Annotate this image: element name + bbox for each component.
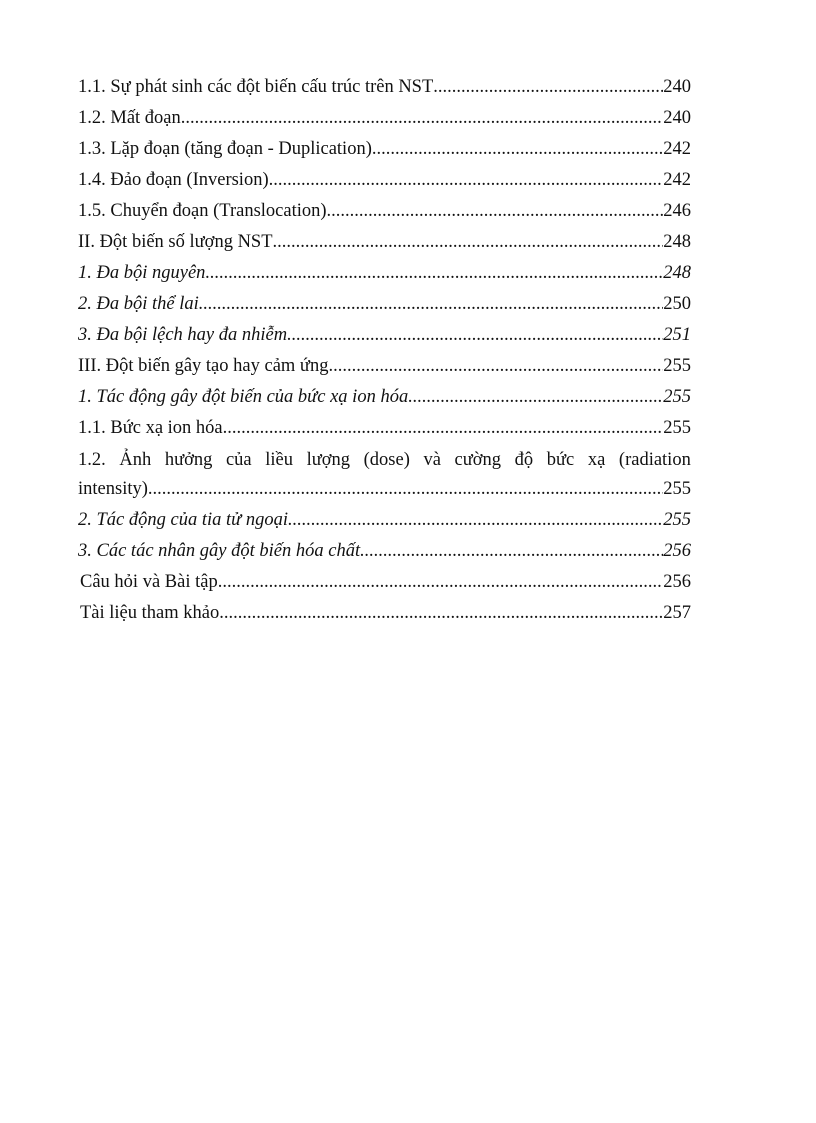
toc-word: và (423, 450, 441, 470)
toc-entry-title: 1.5. Chuyển đoạn (Translocation) (78, 201, 327, 221)
toc-dot-leader (288, 505, 663, 536)
toc-entry[interactable] (78, 351, 691, 382)
toc-dot-leader (205, 258, 663, 289)
toc-entry-title: 1.1. Sự phát sinh các đột biến cấu trúc trên NST (78, 77, 434, 97)
toc-entry-title: 1.3. Lặp đoạn (tăng đoạn - Duplication) (78, 139, 372, 159)
toc-word: lượng (306, 450, 351, 470)
toc-page-number: 242 (663, 139, 691, 159)
toc-entry[interactable] (78, 320, 691, 351)
toc-page-number: 256 (663, 541, 691, 561)
toc-entry[interactable] (78, 134, 691, 165)
toc-entry-title: 2. Đa bội thể lai (78, 294, 199, 314)
toc-word: xạ (587, 450, 606, 470)
toc-word: bức (546, 450, 575, 470)
toc-page-number: 242 (663, 170, 691, 190)
toc-entry[interactable] (78, 382, 691, 413)
toc-entry[interactable] (78, 165, 691, 196)
toc-dot-leader (181, 103, 663, 134)
toc-page-number: 240 (663, 77, 691, 97)
toc-page-number: 240 (663, 108, 691, 128)
toc-entry[interactable] (78, 196, 691, 227)
toc-entry-title: 3. Các tác nhân gây đột biến hóa chất (78, 541, 361, 561)
toc-dot-leader (433, 72, 663, 103)
toc-page-number: 255 (663, 387, 691, 407)
toc-dot-leader (219, 598, 663, 629)
toc-dot-leader (372, 134, 663, 165)
toc-entry[interactable] (78, 258, 691, 289)
toc-entry-title: Câu hỏi và Bài tập (80, 572, 218, 592)
toc-entry-title: intensity) (78, 479, 148, 499)
toc-word: độ (514, 450, 534, 470)
toc-entry[interactable] (78, 413, 691, 444)
toc-word: (dose) (363, 450, 410, 470)
toc-entry-title: 3. Đa bội lệch hay đa nhiễm (78, 325, 288, 345)
toc-dot-leader (218, 567, 664, 598)
toc-dot-leader (223, 413, 664, 444)
toc-page-number: 250 (663, 294, 691, 314)
toc-entry-title-line1 (78, 446, 691, 474)
toc-page-number: 251 (663, 325, 691, 345)
toc-word: của (225, 450, 252, 470)
toc-entry-title: 1. Tác động gây đột biến của bức xạ ion hóa (78, 387, 409, 407)
toc-entry[interactable] (78, 227, 691, 258)
toc-entry-title: 1.2. Mất đoạn (78, 108, 181, 128)
toc-entry[interactable] (78, 103, 691, 134)
toc-dot-leader (287, 320, 663, 351)
toc-dot-leader (148, 474, 663, 505)
toc-entry-multiline[interactable] (78, 444, 691, 505)
toc-entry[interactable] (78, 289, 691, 320)
toc-dot-leader (269, 165, 664, 196)
toc-dot-leader (199, 289, 663, 320)
toc-page-number: 246 (663, 201, 691, 221)
toc-page-number: 248 (663, 263, 691, 283)
toc-entry[interactable] (78, 598, 691, 629)
toc-word: liều (265, 450, 293, 470)
toc-entry-title: 1.1. Bức xạ ion hóa (78, 418, 223, 438)
toc-page-number: 256 (663, 572, 691, 592)
toc-entry-title: 2. Tác động của tia tử ngoại (78, 510, 288, 530)
toc-entry-title: II. Đột biến số lượng NST (78, 232, 273, 252)
toc-word: hưởng (164, 450, 213, 470)
toc-entry[interactable] (78, 536, 691, 567)
toc-page-number: 255 (663, 479, 691, 499)
toc-entry[interactable] (78, 567, 691, 598)
toc-word: Ảnh (119, 450, 152, 470)
toc-page-number: 257 (663, 603, 691, 623)
toc-dot-leader (327, 196, 664, 227)
toc-entry-title-line2 (78, 474, 691, 505)
toc-page-number: 255 (663, 356, 691, 376)
toc-page-number: 255 (663, 510, 691, 530)
toc-dot-leader (328, 351, 663, 382)
toc-entry-title: 1.4. Đảo đoạn (Inversion) (78, 170, 269, 190)
table-of-contents (78, 72, 691, 629)
toc-page-number: 255 (663, 418, 691, 438)
toc-word: 1.2. (78, 450, 106, 470)
toc-entry-title: 1. Đa bội nguyên (78, 263, 206, 283)
toc-word: (radiation (618, 450, 691, 470)
toc-dot-leader (408, 382, 663, 413)
toc-dot-leader (360, 536, 663, 567)
toc-word: cường (454, 450, 502, 470)
toc-entry-title: III. Đột biến gây tạo hay cảm ứng (78, 356, 329, 376)
toc-entry-title: Tài liệu tham khảo (80, 603, 220, 623)
toc-page-number: 248 (663, 232, 691, 252)
toc-entry[interactable] (78, 72, 691, 103)
toc-dot-leader (273, 227, 664, 258)
toc-entry[interactable] (78, 505, 691, 536)
